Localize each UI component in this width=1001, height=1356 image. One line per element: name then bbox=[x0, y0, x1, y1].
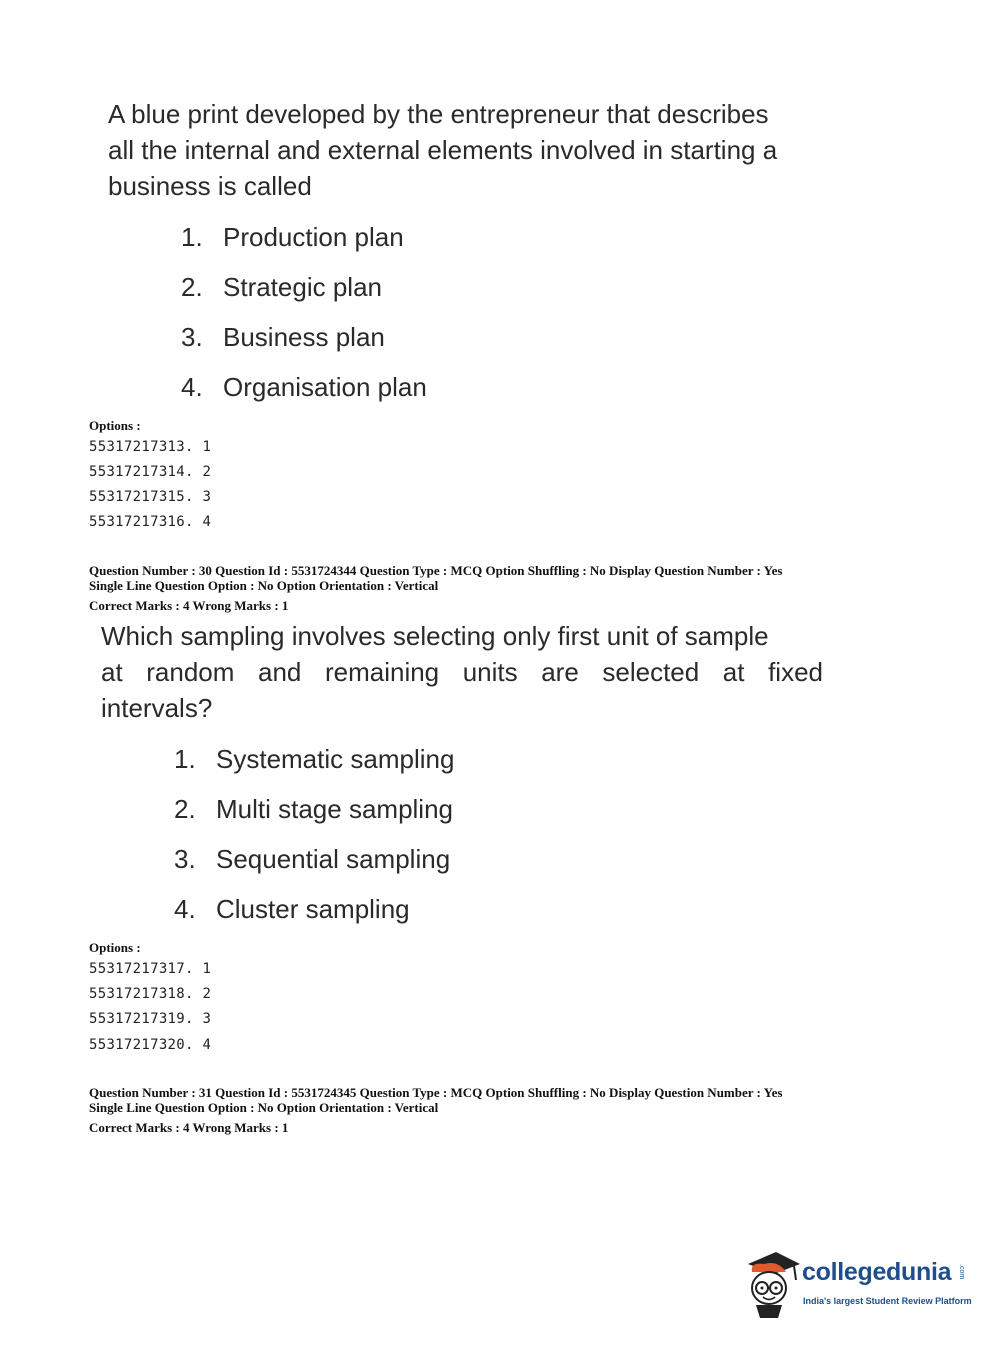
choice-item: 4. Organisation plan bbox=[181, 372, 427, 402]
question-line: at random and remaining units are selected at fixed bbox=[101, 657, 823, 687]
choice-item: 3. Sequential sampling bbox=[174, 844, 451, 874]
option-id: 55317217318. 2 bbox=[89, 986, 212, 1002]
logo-suffix: .com bbox=[958, 1264, 965, 1280]
option-id: 55317217313. 1 bbox=[89, 439, 212, 455]
option-id: 55317217315. 3 bbox=[89, 489, 212, 505]
collegedunia-logo bbox=[742, 1250, 972, 1320]
mascot-icon bbox=[742, 1250, 802, 1320]
logo-tagline: India's largest Student Review Platform bbox=[803, 1296, 972, 1306]
choice-item: 1. Systematic sampling bbox=[174, 744, 455, 774]
choice-item: 2. Strategic plan bbox=[181, 272, 382, 302]
option-id: 55317217320. 4 bbox=[89, 1037, 212, 1053]
logo-name: collegedunia bbox=[802, 1258, 952, 1286]
question-30-meta: Question Number : 30 Question Id : 5531724344 Question Type : MCQ Option Shuffling : No Display Question Number : Yes Single Line Question Option : No Option Orientation : Vertical Correct Marks : 4 Wrong Marks : 1 bbox=[89, 563, 783, 613]
choice-item: 3. Business plan bbox=[181, 322, 385, 352]
option-id: 55317217316. 4 bbox=[89, 514, 212, 530]
options-label: Options : bbox=[89, 418, 141, 433]
question-line: intervals? bbox=[101, 693, 213, 723]
question-30-text bbox=[101, 618, 823, 726]
option-id: 55317217314. 2 bbox=[89, 464, 212, 480]
choice-item: 4. Cluster sampling bbox=[174, 894, 410, 924]
question-29-text bbox=[108, 96, 831, 204]
question-line: all the internal and external elements involved in starting a bbox=[108, 135, 778, 165]
choice-item: 1. Production plan bbox=[181, 222, 404, 252]
question-line: A blue print developed by the entrepreneur that describes bbox=[108, 99, 769, 129]
options-label: Options : bbox=[89, 940, 141, 955]
question-31-meta: Question Number : 31 Question Id : 5531724345 Question Type : MCQ Option Shuffling : No Display Question Number : Yes Single Line Question Option : No Option Orientation : Vertical Correct Marks : 4 Wrong Marks : 1 bbox=[89, 1085, 783, 1135]
choice-item: 2. Multi stage sampling bbox=[174, 794, 453, 824]
question-line: Which sampling involves selecting only first unit of sample bbox=[101, 621, 769, 651]
option-id: 55317217319. 3 bbox=[89, 1011, 212, 1027]
question-line: business is called bbox=[108, 171, 312, 201]
option-id: 55317217317. 1 bbox=[89, 961, 212, 977]
